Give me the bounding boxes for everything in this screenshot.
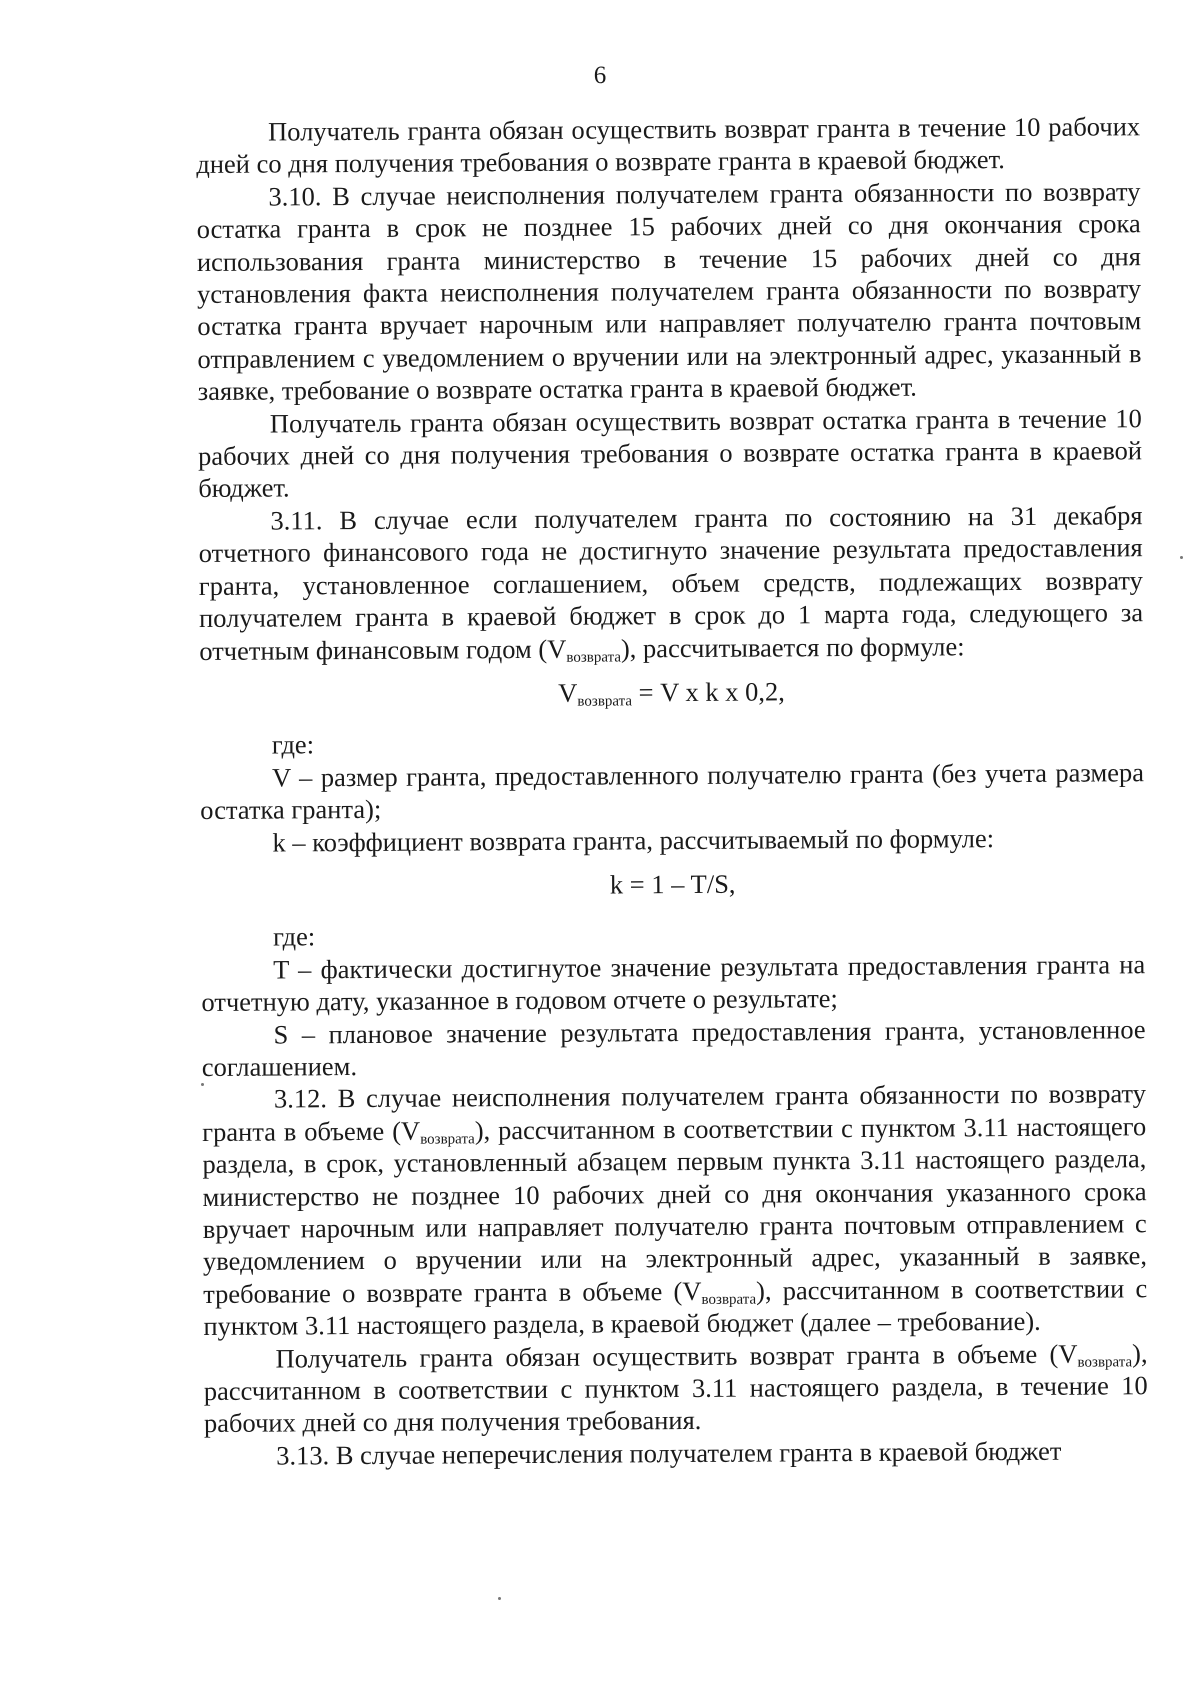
paragraph-3-11-tail: ), рассчитывается по формуле: (620, 630, 965, 663)
formula-v-symbol: V (558, 677, 578, 708)
paragraph-return-volume (203, 1337, 1148, 1440)
subscript-return-1: возврата (420, 1131, 475, 1148)
paragraph-3-11-text: 3.11. В случае если получателем гранта по состоянию на 31 декабря отчетного финансового года не достигнуто значение результата предоставления гранта, установленное соглашением, объем средств, подлежащих возврату получателем гранта в краевой бюджет в срок до 1 марта года, следующего за отчетным финансовым годом (V (198, 500, 1144, 666)
where-label-2: где: (272, 921, 316, 952)
subscript-return-3: возврата (1077, 1353, 1133, 1371)
formula-v-subscript: возврата (577, 693, 633, 710)
paragraph-3-12 (202, 1078, 1148, 1343)
paragraph-return-remainder: Получатель гранта обязан осуществить возврат остатка гранта в течение 10 рабочих дней со дня получения требования о возврате остатка гранта в краевой бюджет. (197, 402, 1143, 504)
paragraph-3-12-part-b: ), рассчитанном в соответствии с пунктом 3.11 настоящего раздела, в срок, установленный абзацем первым пункта 3.11 настоящего раздела, министерство не позднее 10 рабочих дней со дня окончания указанного срока вручает нарочным или направляет получателю гранта почтовым отправлением с уведомлением о вручении или на электронный адрес, указанный в заявке, требование о возврате гранта в объеме (V (202, 1110, 1148, 1309)
definition-s: S – плановое значение результата предоставления гранта, установленное соглашением. (201, 1013, 1146, 1082)
definition-k: k – коэффициент возврата гранта, рассчитываемый по формуле: (272, 822, 995, 858)
scan-speck (498, 1597, 501, 1600)
paragraph-return-obligation: Получатель гранта обязан осуществить возврат гранта в течение 10 рабочих дней со дня получения требования о возврате гранта в краевой бюджет. (196, 111, 1141, 180)
paragraph-return-volume-b: ), рассчитанном в соответствии с пунктом 3.11 настоящего раздела, в течение 10 рабочих дней со дня получения требования. (203, 1337, 1148, 1439)
paragraph-3-10: 3.10. В случае неисполнения получателем гранта обязанности по возврату остатка гранта в срок не позднее 15 рабочих дней со дня окончания срока использования гранта министерство в течение 15 рабочих дней со дня установления факта неисполнения получателем гранта обязанности по возврату остатка гранта вручает нарочным или направляет получателю гранта почтовым отправлением с уведомлением о вручении или на электронный адрес, указанный в заявке, требование о возврате остатка гранта в краевой бюджет. (196, 176, 1142, 407)
paragraph-3-13: 3.13. В случае неперечисления получателем гранта в краевой бюджет (276, 1435, 1062, 1471)
formula-v-expression: = V x k x 0,2, (631, 676, 785, 708)
paragraph-3-12-part-a: 3.12. В случае неисполнения получателем гранта обязанности по возврату гранта в объеме (V (202, 1078, 1147, 1147)
formula-v-return (199, 673, 1143, 711)
document-body (196, 110, 1148, 1472)
scan-speck (1180, 556, 1183, 559)
formula-k: k = 1 – T/S, (609, 868, 736, 900)
subscript-return: возврата (566, 648, 622, 666)
where-label-1: где: (271, 729, 315, 760)
definition-v: V – размер гранта, предоставленного получателю гранта (без учета размера остатка гранта); (200, 756, 1145, 826)
definition-t: T – фактически достигнутое значение результата предоставления гранта на отчетную дату, указанное в годовом отчете о результате; (201, 948, 1146, 1018)
subscript-return-2: возврата (701, 1291, 757, 1308)
scan-speck (201, 1083, 204, 1086)
paragraph-3-11 (198, 499, 1143, 667)
page-number: 6 (593, 62, 607, 89)
paragraph-return-volume-a: Получатель гранта обязан осуществить возврат гранта в объеме (V (275, 1338, 1078, 1374)
paragraph-3-12-part-c: ), рассчитанном в соответствии с пунктом 3.11 настоящего раздела, в краевой бюджет (далее – требование). (203, 1273, 1148, 1342)
